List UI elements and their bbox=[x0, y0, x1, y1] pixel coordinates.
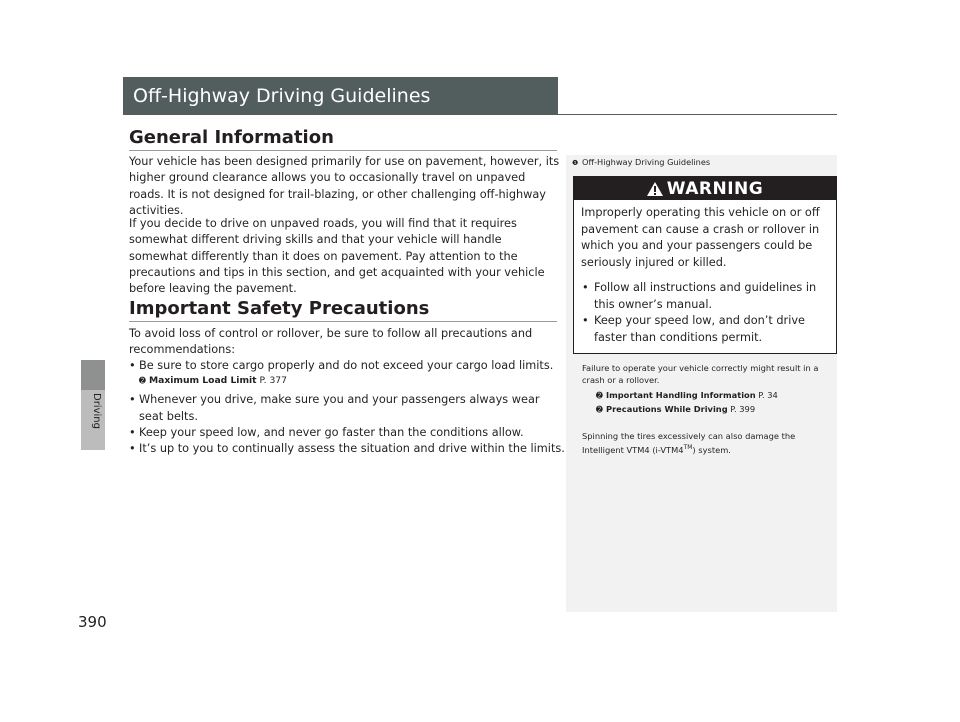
chapter-tab-marker bbox=[81, 360, 105, 390]
general-paragraph-2: If you decide to drive on unpaved roads, you will find that it requires somewhat different driving skills and that your vehicle will handle somewhat differently than it does on pavement. Pay attention to the precautions and tips in this section, and get acquainted with your vehicle before leaving the pavement. bbox=[129, 217, 545, 296]
reference-arrow-icon: ➋ bbox=[139, 376, 146, 386]
list-item: • Keep your speed low, and don’t drive faster than conditions permit. bbox=[582, 314, 805, 344]
cross-reference[interactable] bbox=[129, 374, 565, 388]
bullet-icon: • bbox=[129, 425, 136, 439]
xref-title: Precautions While Driving bbox=[606, 404, 728, 414]
warning-text: Improperly operating this vehicle on or off pavement can cause a crash or rollover in which you and your passengers could be seriously injured or killed. bbox=[581, 206, 820, 269]
xref-title: Maximum Load Limit bbox=[149, 375, 257, 387]
trademark: TM bbox=[683, 444, 693, 451]
warning-list bbox=[574, 280, 836, 346]
cross-reference[interactable] bbox=[596, 403, 755, 415]
safety-intro: To avoid loss of control or rollover, be sure to follow all precautions and recommendations: bbox=[129, 327, 533, 357]
list-item: • Be sure to store cargo properly and do not exceed your cargo load limits. bbox=[129, 358, 565, 374]
warning-box bbox=[573, 176, 837, 354]
list-item: • Whenever you drive, make sure you and your passengers always wear seat belts. bbox=[129, 393, 540, 423]
general-heading-rule bbox=[129, 150, 557, 151]
xref-page: P. 377 bbox=[259, 375, 287, 387]
warning-label: WARNING bbox=[666, 178, 764, 199]
bullet-icon: • bbox=[582, 314, 589, 327]
warning-header bbox=[574, 177, 836, 200]
xref-page: P. 399 bbox=[730, 404, 756, 414]
bullet-icon: • bbox=[129, 359, 136, 372]
bullet-icon: • bbox=[129, 393, 136, 407]
safety-heading-rule bbox=[129, 321, 557, 322]
warning-triangle-icon bbox=[647, 182, 663, 196]
page-number: 390 bbox=[78, 613, 107, 631]
general-paragraph-1: Your vehicle has been designed primarily for use on pavement, however, its higher ground clearance allows you to occasionally travel on unpaved roads. It is not designed for trail-blazing, or other challenging off-highway activities. bbox=[129, 155, 560, 217]
reference-arrow-icon: ➋ bbox=[596, 391, 603, 400]
reference-arrow-icon: ➋ bbox=[596, 405, 603, 414]
safety-heading: Important Safety Precautions bbox=[129, 298, 430, 319]
general-heading: General Information bbox=[129, 127, 334, 148]
note-marker-icon: ❶ bbox=[572, 159, 579, 167]
list-item: • It’s up to you to continually assess the situation and drive within the limits. bbox=[129, 441, 565, 457]
section-title: Off-Highway Driving Guidelines bbox=[133, 85, 431, 107]
cross-reference[interactable] bbox=[596, 389, 778, 401]
list-item: • Follow all instructions and guidelines in this owner’s manual. bbox=[582, 281, 817, 311]
sidebar-note-2: Spinning the tires excessively can also damage the Intelligent VTM4 (i-VTM4™) system. bbox=[582, 431, 796, 455]
xref-title: Important Handling Information bbox=[606, 390, 756, 400]
sidebar-title: ❶ Off-Highway Driving Guidelines bbox=[572, 157, 711, 167]
safety-list bbox=[129, 358, 565, 457]
section-banner bbox=[123, 77, 558, 115]
bullet-icon: • bbox=[582, 281, 589, 294]
sidebar-note-1: Failure to operate your vehicle correctly might result in a crash or a rollover. bbox=[582, 363, 819, 385]
list-item: • Keep your speed low, and never go faster than the conditions allow. bbox=[129, 425, 565, 441]
banner-rule bbox=[123, 114, 837, 115]
chapter-label: Driving bbox=[91, 393, 102, 429]
bullet-icon: • bbox=[129, 442, 136, 456]
xref-page: P. 34 bbox=[758, 390, 778, 400]
